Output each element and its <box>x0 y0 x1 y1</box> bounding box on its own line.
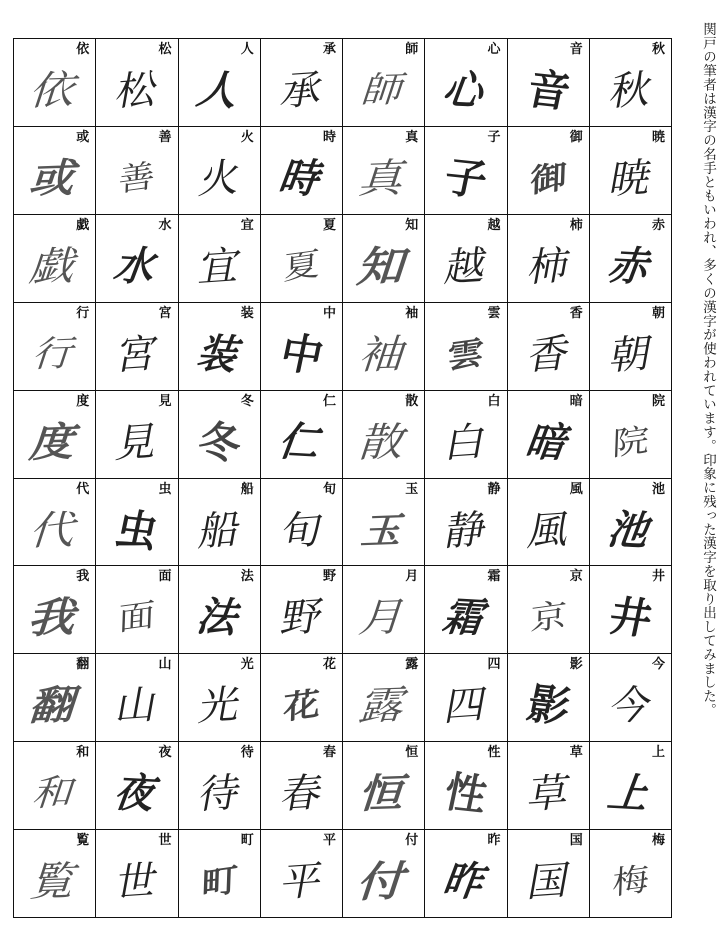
kanji-cell <box>14 215 96 303</box>
kanji-cell <box>343 566 425 654</box>
kanji-label: 静 <box>487 481 501 497</box>
kanji-cell <box>179 391 261 479</box>
calligraphy-glyph: 池 <box>602 505 660 555</box>
kanji-cell <box>343 39 425 127</box>
kanji-label: 秋 <box>651 42 665 57</box>
kanji-cell <box>590 215 672 303</box>
kanji-label: 虫 <box>158 481 172 497</box>
kanji-label: 柿 <box>569 217 583 233</box>
kanji-cell <box>261 303 343 391</box>
calligraphy-glyph: 宮 <box>112 330 162 380</box>
kanji-label: 代 <box>76 481 90 497</box>
side-caption: 関戸の筆者は漢字の名手ともいわれ、多くの漢字が使われています。印象に残った漢字を取り出してみました。 <box>700 22 716 717</box>
kanji-label: 霜 <box>487 569 501 585</box>
calligraphy-glyph: 面 <box>117 597 156 640</box>
kanji-cell <box>425 479 507 567</box>
calligraphy-glyph: 松 <box>112 67 162 116</box>
calligraphy-glyph: 待 <box>194 770 244 819</box>
kanji-label: 山 <box>158 657 172 673</box>
kanji-cell <box>96 391 178 479</box>
calligraphy-glyph: 師 <box>356 69 411 113</box>
calligraphy-glyph: 国 <box>523 858 573 907</box>
calligraphy-glyph: 雲 <box>446 333 485 377</box>
calligraphy-glyph: 代 <box>24 507 85 555</box>
kanji-cell <box>14 39 96 127</box>
kanji-label: 光 <box>240 657 254 673</box>
kanji-cell <box>343 215 425 303</box>
kanji-cell <box>261 654 343 742</box>
kanji-label: 影 <box>569 657 583 673</box>
calligraphy-glyph: 夏 <box>282 246 321 288</box>
kanji-label: 師 <box>405 42 419 57</box>
calligraphy-glyph: 白 <box>441 418 491 468</box>
calligraphy-glyph: 善 <box>117 158 156 200</box>
kanji-cell <box>590 654 672 742</box>
calligraphy-glyph: 香 <box>523 330 573 380</box>
kanji-label: 装 <box>240 305 254 321</box>
kanji-label: 夜 <box>158 745 172 761</box>
calligraphy-glyph: 和 <box>27 772 82 816</box>
calligraphy-glyph: 我 <box>23 593 87 644</box>
kanji-cell <box>96 479 178 567</box>
kanji-cell <box>261 127 343 215</box>
kanji-cell <box>96 654 178 742</box>
calligraphy-glyph: 世 <box>112 858 162 907</box>
kanji-label: 今 <box>651 657 665 673</box>
kanji-cell <box>14 479 96 567</box>
kanji-label: 平 <box>322 833 336 849</box>
kanji-label: 善 <box>158 129 172 145</box>
kanji-label: 子 <box>487 129 501 145</box>
calligraphy-glyph: 玉 <box>356 509 411 553</box>
calligraphy-glyph: 心 <box>437 66 495 116</box>
kanji-cell <box>508 127 590 215</box>
kanji-label: 音 <box>569 42 583 57</box>
kanji-label: 松 <box>158 42 172 57</box>
kanji-label: 朝 <box>651 305 665 321</box>
kanji-label: 袖 <box>405 305 419 321</box>
kanji-cell <box>14 127 96 215</box>
kanji-label: 和 <box>76 745 90 761</box>
kanji-label: 四 <box>487 657 501 673</box>
kanji-label: 真 <box>405 129 419 145</box>
kanji-label: 恒 <box>405 745 419 761</box>
calligraphy-glyph: 赤 <box>602 242 660 292</box>
kanji-label: 野 <box>322 569 336 585</box>
calligraphy-glyph: 平 <box>276 858 326 907</box>
kanji-cell <box>508 566 590 654</box>
kanji-label: 仁 <box>322 393 336 409</box>
calligraphy-glyph: 上 <box>602 769 660 819</box>
kanji-label: 冬 <box>240 393 254 409</box>
calligraphy-glyph: 袖 <box>353 331 414 379</box>
calligraphy-glyph: 秋 <box>605 67 655 116</box>
kanji-cell <box>508 391 590 479</box>
calligraphy-glyph: 戯 <box>24 243 85 291</box>
calligraphy-glyph: 中 <box>275 328 328 382</box>
kanji-label: 待 <box>240 745 254 761</box>
kanji-label: 赤 <box>651 217 665 233</box>
kanji-cell <box>179 566 261 654</box>
kanji-label: 町 <box>240 833 254 849</box>
kanji-cell <box>590 303 672 391</box>
kanji-cell <box>343 742 425 830</box>
calligraphy-glyph: 光 <box>194 682 244 732</box>
kanji-label: 香 <box>569 305 583 321</box>
kanji-label: 風 <box>569 481 583 497</box>
calligraphy-glyph: 四 <box>441 682 491 732</box>
kanji-cell <box>425 127 507 215</box>
kanji-label: 依 <box>76 42 90 57</box>
kanji-cell <box>425 39 507 127</box>
calligraphy-glyph: 音 <box>522 64 575 118</box>
kanji-cell <box>590 39 672 127</box>
kanji-cell <box>425 215 507 303</box>
kanji-cell <box>179 127 261 215</box>
kanji-label: 知 <box>405 217 419 233</box>
kanji-label: 中 <box>322 305 336 321</box>
calligraphy-glyph: 依 <box>24 67 85 116</box>
calligraphy-glyph: 恒 <box>353 769 414 819</box>
kanji-cell <box>96 127 178 215</box>
kanji-cell <box>425 391 507 479</box>
kanji-label: 池 <box>651 481 665 497</box>
calligraphy-glyph: 野 <box>276 594 326 644</box>
calligraphy-glyph: 付 <box>352 856 416 908</box>
kanji-cell <box>14 830 96 918</box>
calligraphy-glyph: 知 <box>352 241 416 293</box>
kanji-label: 草 <box>569 745 583 761</box>
kanji-cell <box>343 479 425 567</box>
kanji-label: 白 <box>487 393 501 409</box>
kanji-cell <box>96 830 178 918</box>
calligraphy-glyph: 冬 <box>193 415 246 470</box>
kanji-label: 法 <box>240 569 254 585</box>
calligraphy-glyph: 露 <box>353 682 414 731</box>
kanji-cell <box>179 39 261 127</box>
kanji-cell <box>261 479 343 567</box>
calligraphy-glyph: 暗 <box>519 418 577 468</box>
kanji-cell <box>261 39 343 127</box>
kanji-label: 見 <box>158 393 172 409</box>
kanji-cell <box>590 391 672 479</box>
kanji-cell <box>425 830 507 918</box>
calligraphy-glyph: 或 <box>24 154 85 204</box>
kanji-cell <box>261 391 343 479</box>
calligraphy-glyph: 暁 <box>605 155 655 204</box>
kanji-cell <box>261 566 343 654</box>
kanji-cell <box>590 127 672 215</box>
kanji-cell <box>14 654 96 742</box>
kanji-cell <box>425 742 507 830</box>
kanji-label: 梅 <box>651 833 665 849</box>
kanji-cell <box>179 479 261 567</box>
calligraphy-glyph: 承 <box>276 67 326 116</box>
kanji-cell <box>96 742 178 830</box>
calligraphy-glyph: 今 <box>605 682 655 732</box>
calligraphy-glyph: 宜 <box>194 242 244 292</box>
calligraphy-glyph: 時 <box>273 154 331 204</box>
kanji-cell <box>14 566 96 654</box>
kanji-cell <box>14 742 96 830</box>
calligraphy-glyph: 人 <box>190 66 248 116</box>
calligraphy-glyph: 翻 <box>24 681 85 731</box>
kanji-cell <box>590 479 672 567</box>
kanji-cell <box>343 391 425 479</box>
kanji-label: 覧 <box>76 833 90 849</box>
kanji-grid <box>13 38 672 918</box>
calligraphy-glyph: 法 <box>190 593 248 643</box>
kanji-label: 性 <box>487 745 501 761</box>
kanji-label: 戯 <box>76 217 90 233</box>
kanji-cell <box>179 654 261 742</box>
calligraphy-glyph: 梅 <box>611 861 650 903</box>
kanji-label: 承 <box>322 42 336 57</box>
kanji-label: 船 <box>240 481 254 497</box>
kanji-cell <box>508 830 590 918</box>
kanji-label: 雲 <box>487 305 501 321</box>
kanji-cell <box>179 215 261 303</box>
kanji-label: 面 <box>158 569 172 585</box>
calligraphy-glyph: 仁 <box>273 418 331 468</box>
kanji-cell <box>590 830 672 918</box>
calligraphy-glyph: 船 <box>194 506 244 556</box>
kanji-cell <box>179 830 261 918</box>
kanji-cell <box>179 742 261 830</box>
calligraphy-glyph: 柿 <box>523 242 573 292</box>
kanji-label: 散 <box>405 393 419 409</box>
kanji-cell <box>343 127 425 215</box>
kanji-label: 月 <box>405 569 419 585</box>
calligraphy-glyph: 行 <box>27 333 82 376</box>
kanji-label: 度 <box>76 393 90 409</box>
kanji-label: 玉 <box>405 481 419 497</box>
kanji-cell <box>425 303 507 391</box>
kanji-cell <box>261 742 343 830</box>
calligraphy-glyph: 旬 <box>276 506 326 556</box>
calligraphy-glyph: 度 <box>24 418 85 467</box>
kanji-cell <box>508 479 590 567</box>
kanji-label: 心 <box>487 42 501 57</box>
calligraphy-glyph: 子 <box>440 152 492 206</box>
kanji-label: 翻 <box>76 657 90 673</box>
kanji-label: 井 <box>651 569 665 585</box>
calligraphy-glyph: 井 <box>604 591 657 645</box>
kanji-label: 行 <box>76 305 90 321</box>
kanji-label: 露 <box>405 657 419 673</box>
kanji-label: 世 <box>158 833 172 849</box>
kanji-cell <box>179 303 261 391</box>
calligraphy-glyph: 見 <box>112 418 162 468</box>
kanji-cell <box>425 566 507 654</box>
calligraphy-glyph: 夜 <box>108 769 166 819</box>
kanji-cell <box>96 566 178 654</box>
kanji-label: 旬 <box>322 481 336 497</box>
kanji-label: 宮 <box>158 305 172 321</box>
kanji-cell <box>96 303 178 391</box>
kanji-cell <box>425 654 507 742</box>
kanji-cell <box>508 742 590 830</box>
kanji-label: 火 <box>240 129 254 145</box>
calligraphy-glyph: 花 <box>282 685 321 728</box>
calligraphy-glyph: 町 <box>200 861 239 904</box>
kanji-label: 時 <box>322 129 336 145</box>
kanji-cell <box>14 391 96 479</box>
kanji-label: 花 <box>322 657 336 673</box>
calligraphy-glyph: 草 <box>523 770 573 819</box>
kanji-cell <box>261 215 343 303</box>
kanji-cell <box>343 654 425 742</box>
kanji-cell <box>96 215 178 303</box>
kanji-label: 越 <box>487 217 501 233</box>
calligraphy-glyph: 朝 <box>605 330 655 380</box>
calligraphy-glyph: 性 <box>440 767 492 821</box>
kanji-cell <box>14 303 96 391</box>
kanji-cell <box>508 654 590 742</box>
calligraphy-glyph: 御 <box>529 158 568 201</box>
kanji-label: 或 <box>76 129 90 145</box>
kanji-label: 院 <box>651 393 665 409</box>
calligraphy-glyph: 装 <box>190 330 248 380</box>
kanji-label: 国 <box>569 833 583 849</box>
calligraphy-glyph: 影 <box>522 679 575 733</box>
calligraphy-glyph: 山 <box>112 682 162 732</box>
kanji-cell <box>96 39 178 127</box>
kanji-label: 付 <box>405 833 419 849</box>
calligraphy-glyph: 静 <box>441 506 491 556</box>
kanji-cell <box>343 303 425 391</box>
kanji-label: 人 <box>240 42 254 57</box>
kanji-label: 暁 <box>651 129 665 145</box>
calligraphy-glyph: 春 <box>276 770 326 819</box>
calligraphy-glyph: 真 <box>353 155 414 204</box>
kanji-cell <box>343 830 425 918</box>
kanji-label: 暗 <box>569 393 583 409</box>
calligraphy-glyph: 昨 <box>437 857 495 907</box>
kanji-label: 京 <box>569 569 583 585</box>
calligraphy-glyph: 水 <box>108 242 166 292</box>
calligraphy-glyph: 散 <box>353 419 414 467</box>
kanji-cell <box>590 566 672 654</box>
kanji-label: 御 <box>569 129 583 145</box>
kanji-label: 宜 <box>240 217 254 233</box>
kanji-cell <box>261 830 343 918</box>
calligraphy-glyph: 覧 <box>24 858 85 907</box>
kanji-cell <box>508 303 590 391</box>
kanji-label: 上 <box>651 745 665 761</box>
kanji-cell <box>508 215 590 303</box>
calligraphy-glyph: 虫 <box>111 503 163 558</box>
kanji-label: 水 <box>158 217 172 233</box>
kanji-label: 夏 <box>322 217 336 233</box>
kanji-label: 春 <box>322 745 336 761</box>
calligraphy-glyph: 越 <box>441 242 491 292</box>
kanji-label: 我 <box>76 569 90 585</box>
calligraphy-glyph: 火 <box>194 155 244 204</box>
kanji-cell <box>508 39 590 127</box>
calligraphy-glyph: 霜 <box>437 593 495 643</box>
calligraphy-glyph: 京 <box>529 597 568 640</box>
kanji-cell <box>590 742 672 830</box>
calligraphy-glyph: 月 <box>353 595 414 643</box>
kanji-label: 昨 <box>487 833 501 849</box>
calligraphy-glyph: 院 <box>611 421 650 464</box>
calligraphy-glyph: 風 <box>523 506 573 556</box>
